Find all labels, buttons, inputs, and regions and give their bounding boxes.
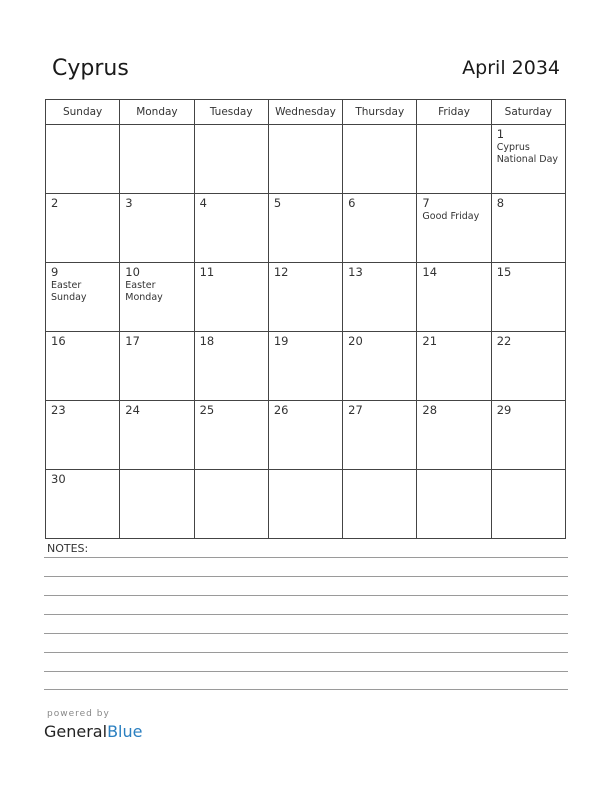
weekday-sunday: Sunday	[46, 100, 120, 125]
day-number: 4	[199, 196, 207, 210]
day-cell	[417, 470, 491, 539]
day-cell	[46, 125, 120, 194]
day-cell	[491, 470, 565, 539]
day-number: 7	[422, 196, 430, 210]
day-number: 11	[199, 265, 215, 279]
day-cell	[268, 401, 342, 470]
day-number: 30	[51, 472, 66, 486]
week-row	[46, 332, 566, 401]
day-number: 15	[496, 265, 512, 279]
day-cell	[491, 263, 565, 332]
note-line	[44, 633, 568, 634]
day-number: 26	[273, 403, 289, 417]
day-number: 20	[348, 334, 363, 348]
country-title: Cyprus	[52, 56, 129, 81]
note-line	[44, 576, 568, 577]
day-number: 23	[51, 403, 66, 417]
day-number: 12	[273, 265, 289, 279]
day-number: 24	[125, 403, 140, 417]
week-row	[46, 194, 566, 263]
day-cell	[194, 401, 268, 470]
weekday-wednesday: Wednesday	[268, 100, 342, 125]
day-number: 1	[496, 127, 505, 141]
day-cell	[194, 470, 268, 539]
day-cell	[417, 401, 491, 470]
weekday-monday: Monday	[120, 100, 194, 125]
week-row	[46, 470, 566, 539]
weekday-header-row	[46, 100, 566, 125]
day-cell	[120, 401, 194, 470]
day-number: 28	[422, 403, 438, 417]
day-cell	[194, 194, 268, 263]
day-cell	[120, 263, 194, 332]
calendar-grid	[45, 99, 566, 539]
brand-blue: Blue	[107, 722, 143, 741]
holiday-label: Easter Sunday	[51, 280, 87, 303]
day-number: 19	[273, 334, 289, 348]
day-number: 21	[422, 334, 438, 348]
day-number: 18	[199, 334, 215, 348]
day-cell	[343, 470, 417, 539]
holiday-label: Cyprus National Day	[496, 142, 559, 165]
day-cell	[120, 470, 194, 539]
day-number: 16	[51, 334, 66, 348]
note-line	[44, 614, 568, 615]
weekday-thursday: Thursday	[343, 100, 417, 125]
day-cell	[491, 332, 565, 401]
day-number: 22	[496, 334, 512, 348]
week-row	[46, 401, 566, 470]
day-cell	[268, 125, 342, 194]
day-cell	[194, 332, 268, 401]
day-cell	[343, 263, 417, 332]
note-line	[44, 671, 568, 672]
day-cell	[46, 332, 120, 401]
weekday-tuesday: Tuesday	[194, 100, 268, 125]
day-number: 8	[496, 196, 505, 210]
day-cell	[120, 194, 194, 263]
day-cell	[120, 125, 194, 194]
day-number: 27	[348, 403, 363, 417]
day-number: 14	[422, 265, 438, 279]
day-cell	[46, 470, 120, 539]
day-cell	[120, 332, 194, 401]
day-cell	[491, 401, 565, 470]
day-number: 2	[51, 196, 59, 210]
week-row	[46, 263, 566, 332]
day-cell	[343, 125, 417, 194]
note-line	[44, 689, 568, 690]
day-cell	[417, 194, 491, 263]
day-cell	[194, 125, 268, 194]
day-number: 5	[273, 196, 282, 210]
day-cell	[194, 263, 268, 332]
day-cell	[343, 401, 417, 470]
day-cell	[46, 401, 120, 470]
day-number: 3	[125, 196, 133, 210]
day-number: 10	[125, 265, 140, 279]
holiday-label: Good Friday	[422, 211, 480, 222]
note-line	[44, 652, 568, 653]
day-cell	[417, 263, 491, 332]
day-cell	[46, 263, 120, 332]
brand-general: General	[44, 722, 108, 741]
note-line	[44, 595, 568, 596]
note-line	[44, 557, 568, 558]
day-number: 6	[348, 196, 356, 210]
day-number: 9	[51, 265, 59, 279]
month-title: April 2034	[462, 57, 560, 79]
generalblue-logo[interactable]	[44, 722, 142, 741]
day-cell	[343, 194, 417, 263]
powered-by-text: powered by	[47, 709, 110, 719]
day-number: 17	[125, 334, 140, 348]
day-number: 25	[199, 403, 215, 417]
holiday-label: Easter Monday	[125, 280, 163, 303]
day-cell	[491, 194, 565, 263]
day-cell	[343, 332, 417, 401]
day-cell	[268, 263, 342, 332]
weekday-friday: Friday	[417, 100, 491, 125]
day-cell	[417, 332, 491, 401]
day-cell	[268, 194, 342, 263]
day-cell	[417, 125, 491, 194]
day-cell	[46, 194, 120, 263]
day-cell	[268, 470, 342, 539]
day-number: 29	[496, 403, 512, 417]
week-row	[46, 125, 566, 194]
notes-label: NOTES:	[47, 542, 89, 555]
day-number: 13	[348, 265, 363, 279]
day-cell	[491, 125, 565, 194]
weekday-saturday: Saturday	[491, 100, 565, 125]
day-cell	[268, 332, 342, 401]
